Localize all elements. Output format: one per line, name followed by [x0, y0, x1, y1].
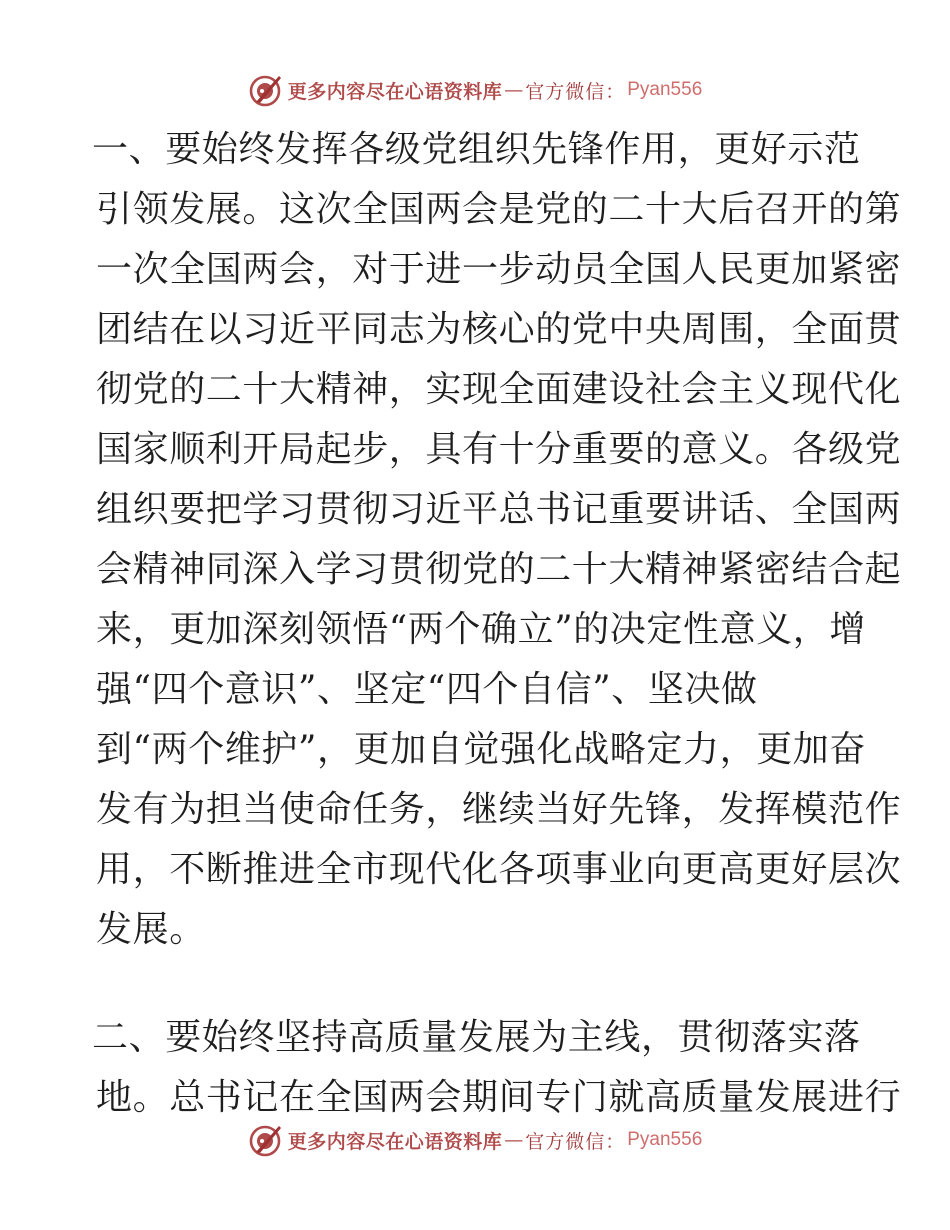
paragraph-2: [92, 1008, 902, 1128]
header-site-text: 更多内容尽在心语资料库: [287, 80, 503, 103]
text-line: 来，更加深刻领悟“两个确立”的决定性意义，增: [96, 609, 867, 650]
text-line: 彻党的二十大精神，实现全面建设社会主义现代化: [96, 369, 902, 410]
header-wechat-id: Pyan556: [627, 79, 703, 100]
text-line: 国家顺利开局起步，具有十分重要的意义。各级党: [96, 429, 902, 470]
text-line: 团结在以习近平同志为核心的党中央周围，全面贯: [96, 309, 902, 350]
quill-pen-logo-icon: [248, 72, 284, 108]
text-line: 发有为担当使命任务，继续当好先锋，发挥模范作: [96, 789, 902, 830]
header-banner: [0, 70, 950, 110]
footer-site-text: 更多内容尽在心语资料库: [287, 1130, 503, 1153]
text-line: 一次全国两会，对于进一步动员全国人民更加紧密: [96, 249, 902, 290]
text-line: 引领发展。这次全国两会是党的二十大后召开的第: [96, 189, 902, 230]
text-line: 强“四个意识”、坚定“四个自信”、坚决做: [96, 669, 758, 710]
header-dash: —: [504, 79, 524, 101]
text-line: 二、要始终坚持高质量发展为主线，贯彻落实落: [92, 1017, 861, 1058]
text-line: 到“两个维护”，更加自觉强化战略定力，更加奋: [96, 729, 867, 770]
quill-pen-logo-icon: [248, 1122, 284, 1158]
text-line: 一、要始终发挥各级党组织先锋作用，更好示范: [92, 129, 861, 170]
header-wechat-label: 官方微信：: [525, 80, 626, 103]
text-line: 用，不断推进全市现代化各项事业向更高更好层次: [96, 849, 902, 890]
footer-dash: —: [504, 1129, 524, 1151]
document-body: [92, 120, 902, 1128]
text-line: 会精神同深入学习贯彻党的二十大精神紧密结合起: [96, 549, 902, 590]
footer-wechat-label: 官方微信：: [525, 1130, 626, 1153]
footer-banner: [0, 1120, 950, 1160]
paragraph-1: [92, 120, 902, 960]
text-line: 组织要把学习贯彻习近平总书记重要讲话、全国两: [96, 489, 902, 530]
paragraph-gap: [96, 960, 856, 1008]
text-line: 地。总书记在全国两会期间专门就高质量发展进行: [96, 1077, 902, 1118]
footer-wechat-id: Pyan556: [627, 1129, 703, 1150]
text-line: 发展。: [96, 909, 206, 950]
